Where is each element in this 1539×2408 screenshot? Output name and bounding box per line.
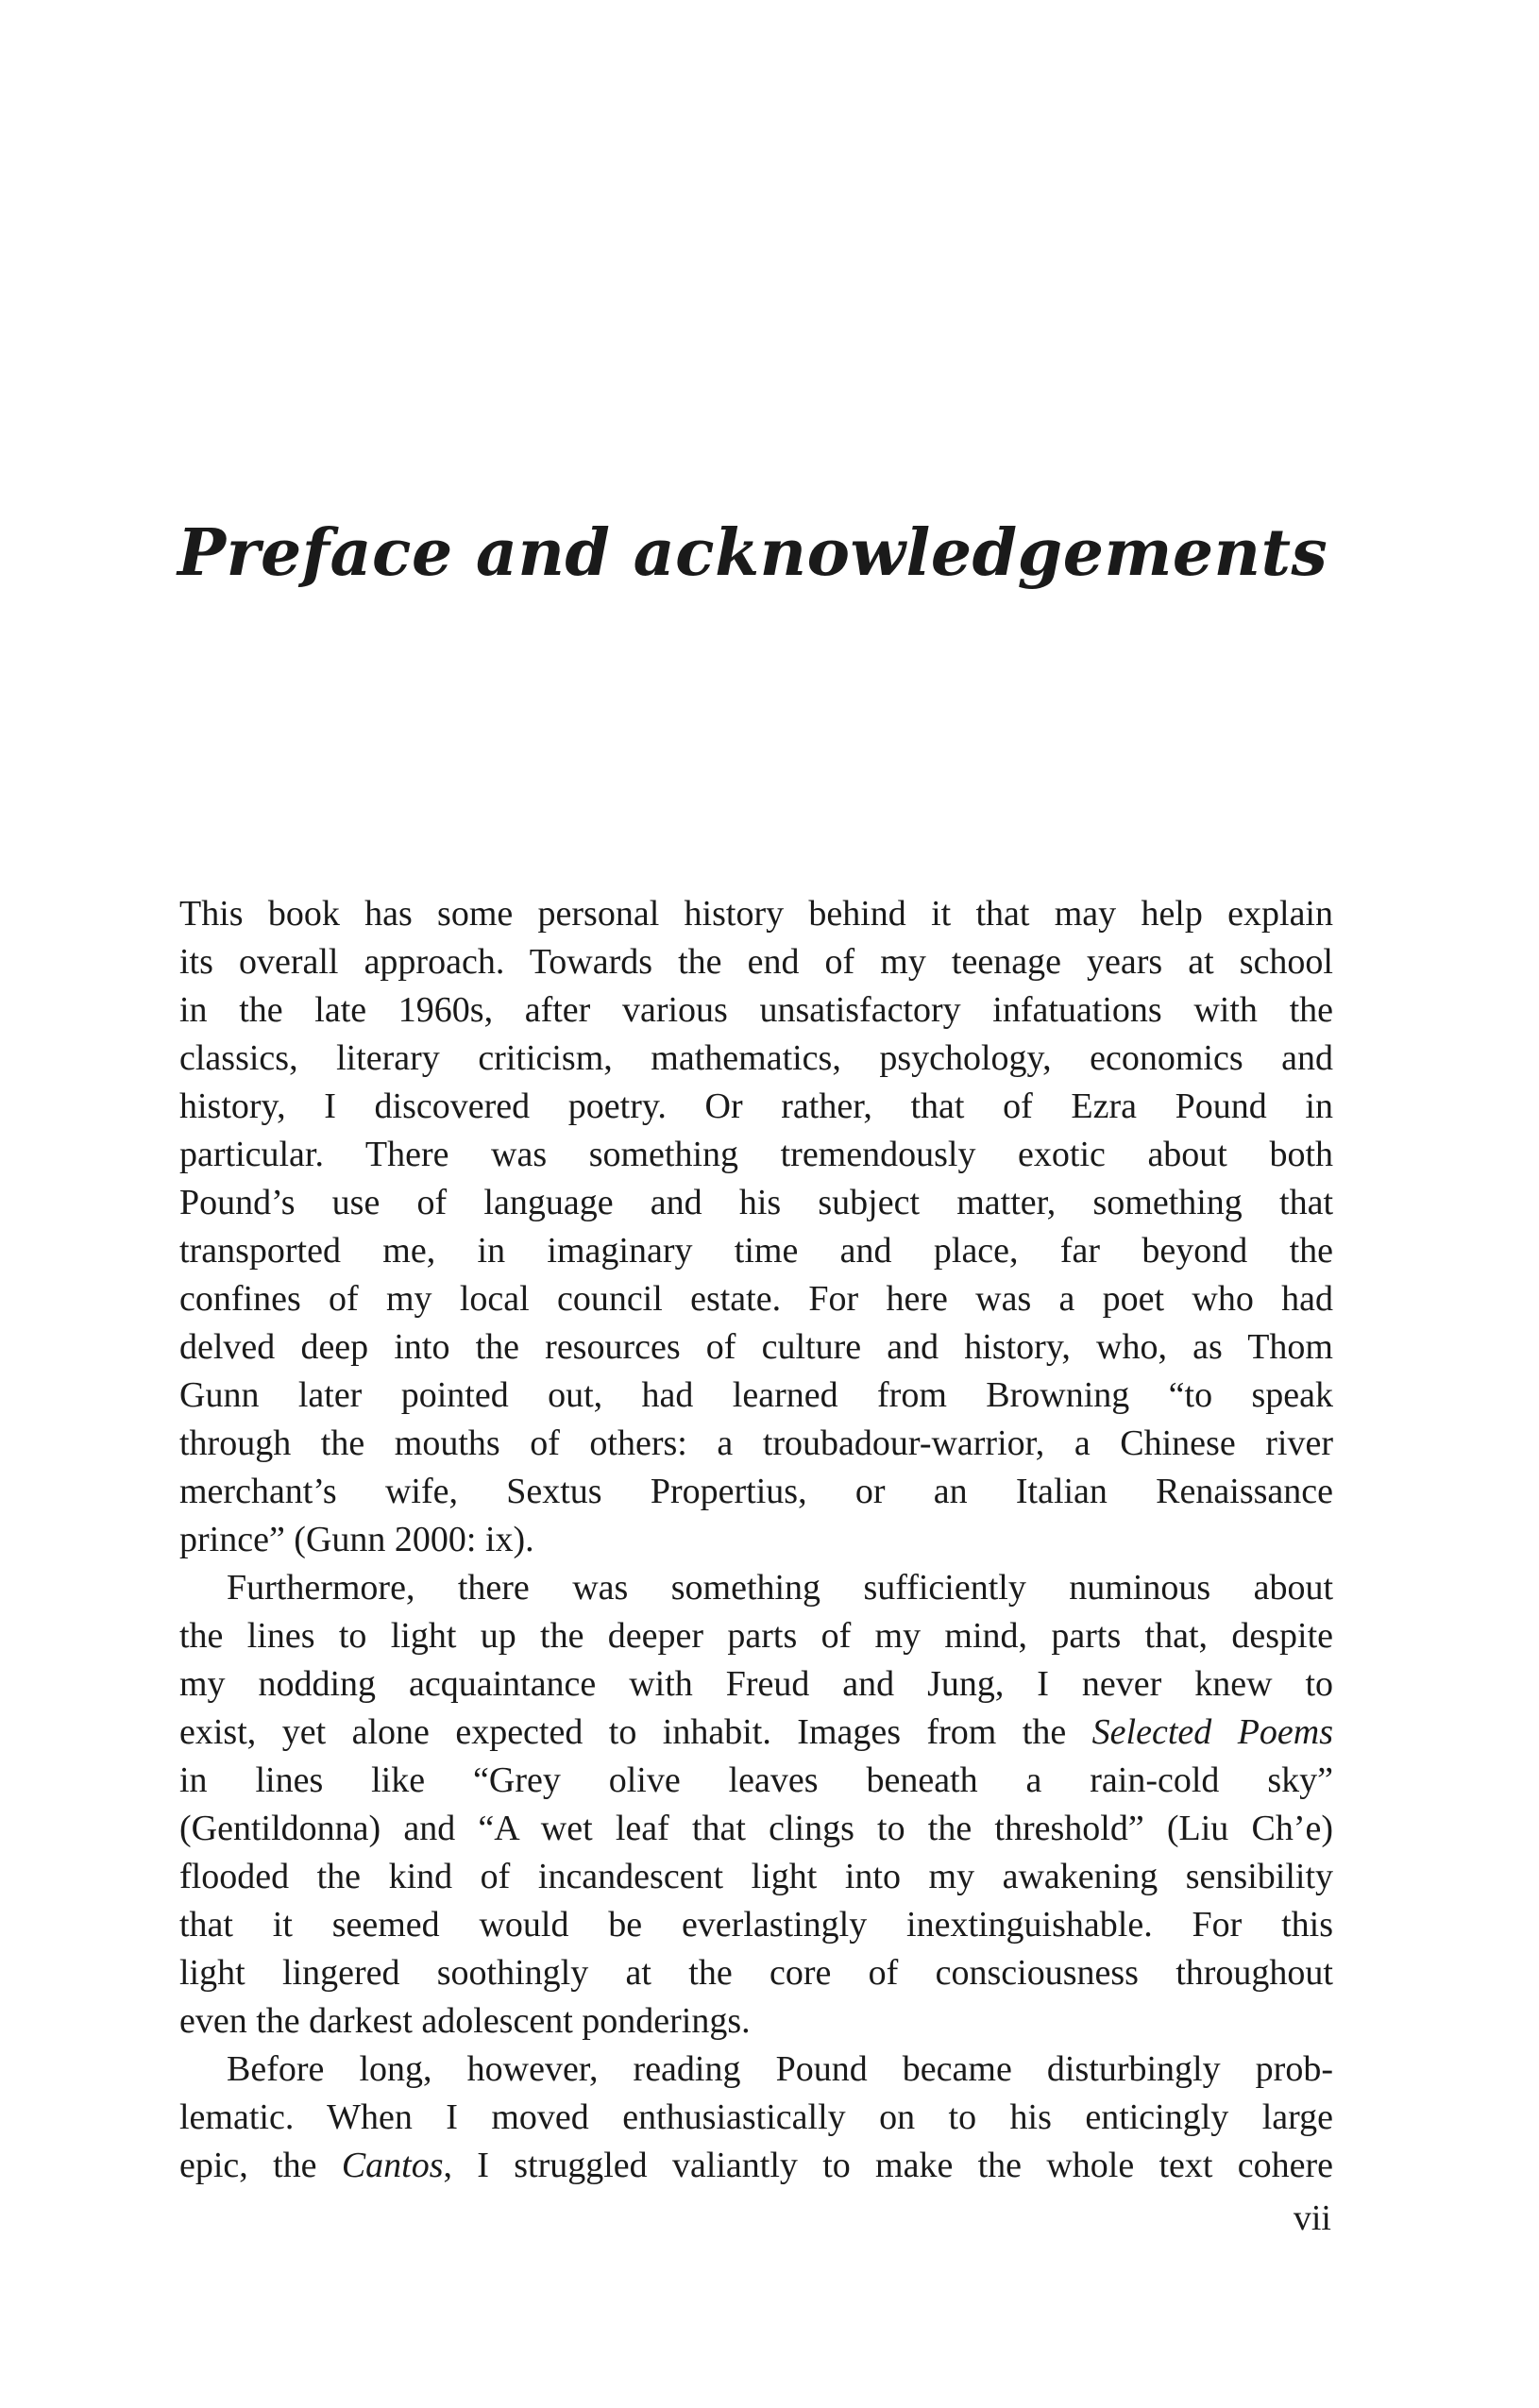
chapter-title: Preface and acknowledgements — [178, 515, 1328, 591]
text-fragment: epic, the — [179, 2146, 317, 2185]
text-line: history, I discovered poetry. Or rather, that of Ezra Pound in — [179, 1086, 1333, 1126]
text-line: particular. There was something tremendously exotic about both — [179, 1135, 1333, 1174]
text-line: prince” (Gunn 2000: ix). — [179, 1520, 534, 1559]
text-line: in the late 1960s, after various unsatisfactory infatuations with the — [179, 990, 1333, 1030]
text-line: Gunn later pointed out, had learned from Browning “to speak — [179, 1375, 1333, 1415]
paragraph-2 — [179, 1564, 1333, 2046]
text-line: light lingered soothingly at the core of consciousness throughout — [179, 1953, 1333, 1993]
text-line: through the mouths of others: a troubadour-warrior, a Chinese river — [179, 1423, 1333, 1463]
italic-title-selected-poems: Selected Poems — [1091, 1712, 1333, 1752]
text-line: its overall approach. Towards the end of my teenage years at school — [179, 942, 1333, 982]
text-line: (Gentildonna) and “A wet leaf that clings to the threshold” (Liu Ch’e) — [179, 1809, 1333, 1848]
paragraph-3 — [179, 2046, 1333, 2190]
text-line: transported me, in imaginary time and place, far beyond the — [179, 1231, 1333, 1271]
text-fragment: , I struggled valiantly to make the whole text cohere — [443, 2146, 1333, 2185]
text-line-with-italic — [179, 2142, 1333, 2190]
text-line: that it seemed would be everlastingly inextinguishable. For this — [179, 1905, 1333, 1945]
body-text — [179, 890, 1333, 2190]
text-line: confines of my local council estate. For here was a poet who had — [179, 1279, 1333, 1319]
text-line: lematic. When I moved enthusiastically on to his enticingly large — [179, 2097, 1333, 2137]
text-line: Furthermore, there was something sufficiently numinous about — [227, 1568, 1333, 1608]
text-line-with-italic — [179, 1709, 1333, 1757]
text-line: classics, literary criticism, mathematics, psychology, economics and — [179, 1038, 1333, 1078]
text-fragment: exist, yet alone expected to inhabit. Images from the — [179, 1712, 1067, 1752]
text-line: delved deep into the resources of culture and history, who, as Thom — [179, 1327, 1333, 1367]
text-line: Before long, however, reading Pound became disturbingly prob- — [227, 2049, 1333, 2089]
text-line: the lines to light up the deeper parts of my mind, parts that, despite — [179, 1616, 1333, 1656]
text-line: flooded the kind of incandescent light into my awakening sensibility — [179, 1857, 1333, 1896]
page-number: vii — [1293, 2198, 1331, 2238]
text-line: This book has some personal history behind it that may help explain — [179, 894, 1333, 934]
text-line: Pound’s use of language and his subject matter, something that — [179, 1183, 1333, 1222]
text-line: my nodding acquaintance with Freud and Jung, I never knew to — [179, 1664, 1333, 1704]
paragraph-1 — [179, 890, 1333, 1564]
text-line: merchant’s wife, Sextus Propertius, or an Italian Renaissance — [179, 1472, 1333, 1511]
italic-title-cantos: Cantos — [341, 2146, 444, 2185]
text-line: even the darkest adolescent ponderings. — [179, 2001, 751, 2041]
text-line: in lines like “Grey olive leaves beneath a rain-cold sky” — [179, 1760, 1333, 1800]
